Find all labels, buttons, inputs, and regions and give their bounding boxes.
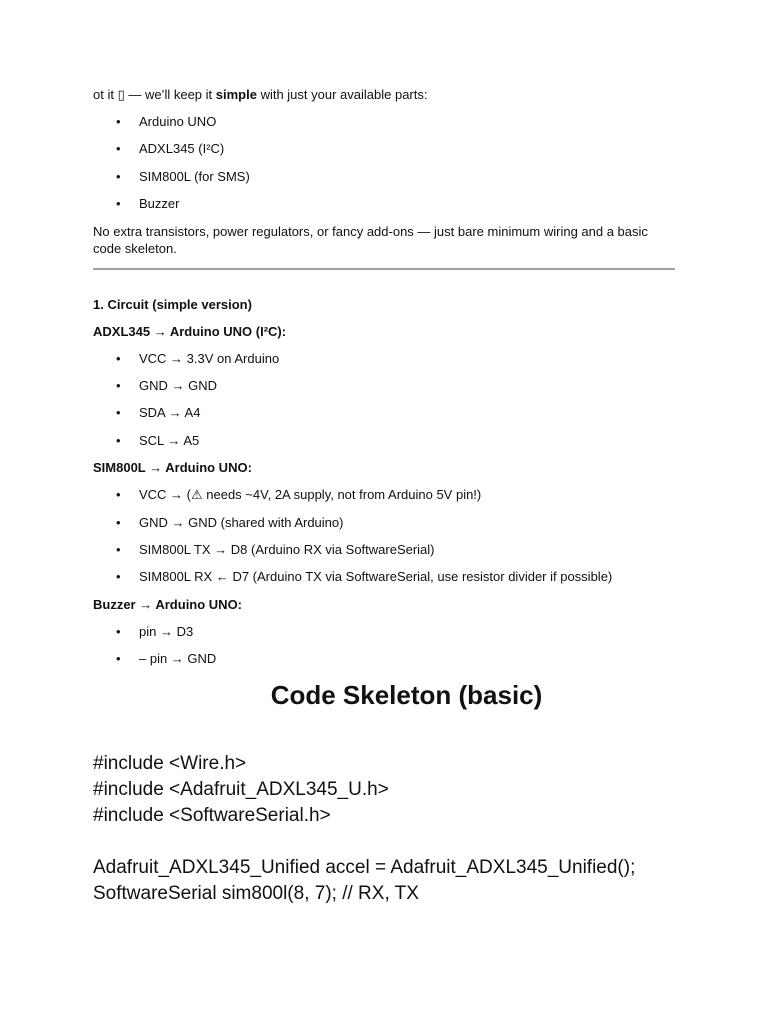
bullet-icon: •	[116, 168, 121, 184]
bullet-icon: •	[116, 196, 121, 212]
parts-list	[93, 113, 675, 212]
code-block	[93, 751, 675, 907]
list-item: • ADXL345 (I²C)	[116, 141, 225, 157]
adxl-wiring-list	[93, 350, 675, 449]
sim-wiring-list	[93, 486, 675, 585]
list-item: • Arduino UNO	[116, 114, 217, 129]
list-item: • SIM800L RX ← D7 (Arduino TX via SoftwareSerial, use resistor divider if possible)	[116, 569, 613, 585]
bullet-icon: •	[116, 350, 121, 366]
bullet-icon: •	[116, 141, 121, 157]
sim-subheading: SIM800L → Arduino UNO:	[93, 460, 252, 476]
list-item: • Buzzer	[116, 196, 180, 212]
list-item: • VCC → 3.3V on Arduino	[116, 350, 280, 366]
list-item: • GND → GND	[116, 377, 217, 393]
list-item: • SCL → A5	[116, 432, 200, 448]
bullet-icon: •	[116, 377, 121, 393]
buzzer-subheading: Buzzer → Arduino UNO:	[93, 596, 243, 612]
code-line: #include <Adafruit_ADXL345_U.h>	[93, 779, 389, 801]
horizontal-divider	[93, 268, 675, 270]
code-line: #include <Wire.h>	[93, 753, 247, 775]
bullet-icon: •	[116, 405, 121, 421]
bullet-icon: •	[116, 651, 121, 667]
note-paragraph: No extra transistors, power regulators, or fancy add-ons — just bare minimum wiring and a basic code skeleton.	[93, 223, 648, 256]
intro-paragraph	[93, 86, 675, 103]
bullet-icon: •	[116, 487, 121, 503]
list-item: • SIM800L TX → D8 (Arduino RX via SoftwareSerial)	[116, 541, 435, 557]
intro-bold: simple	[215, 87, 257, 102]
intro-suffix: with just your available parts:	[256, 87, 428, 102]
bullet-icon: •	[116, 569, 121, 585]
bullet-icon: •	[116, 432, 121, 448]
list-item: • VCC → (⚠ needs ~4V, 2A supply, not from Arduino 5V pin!)	[116, 487, 482, 503]
code-line: SoftwareSerial sim800l(8, 7); // RX, TX	[93, 883, 419, 905]
code-line: Adafruit_ADXL345_Unified accel = Adafruit_ADXL345_Unified();	[93, 857, 636, 879]
list-item: • pin → D3	[116, 623, 194, 639]
code-section-title: Code Skeleton (basic)	[270, 680, 543, 711]
list-item: • GND → GND (shared with Arduino)	[116, 514, 344, 530]
adxl-subheading: ADXL345 → Arduino UNO (I²C):	[93, 323, 287, 339]
bullet-icon: •	[116, 623, 121, 639]
bullet-icon: •	[116, 514, 121, 530]
list-item: • – pin → GND	[116, 651, 217, 667]
code-line: #include <SoftwareSerial.h>	[93, 805, 331, 827]
buzzer-wiring-list	[93, 623, 675, 667]
circuit-heading: 1. Circuit (simple version)	[93, 296, 252, 312]
bullet-icon: •	[116, 114, 121, 129]
list-item: • SIM800L (for SMS)	[116, 168, 250, 184]
intro-prefix: ot it ▯ — we’ll keep it	[93, 87, 216, 102]
document-page	[93, 86, 675, 907]
bullet-icon: •	[116, 541, 121, 557]
list-item: • SDA → A4	[116, 405, 201, 421]
code-blank-line	[93, 829, 675, 855]
